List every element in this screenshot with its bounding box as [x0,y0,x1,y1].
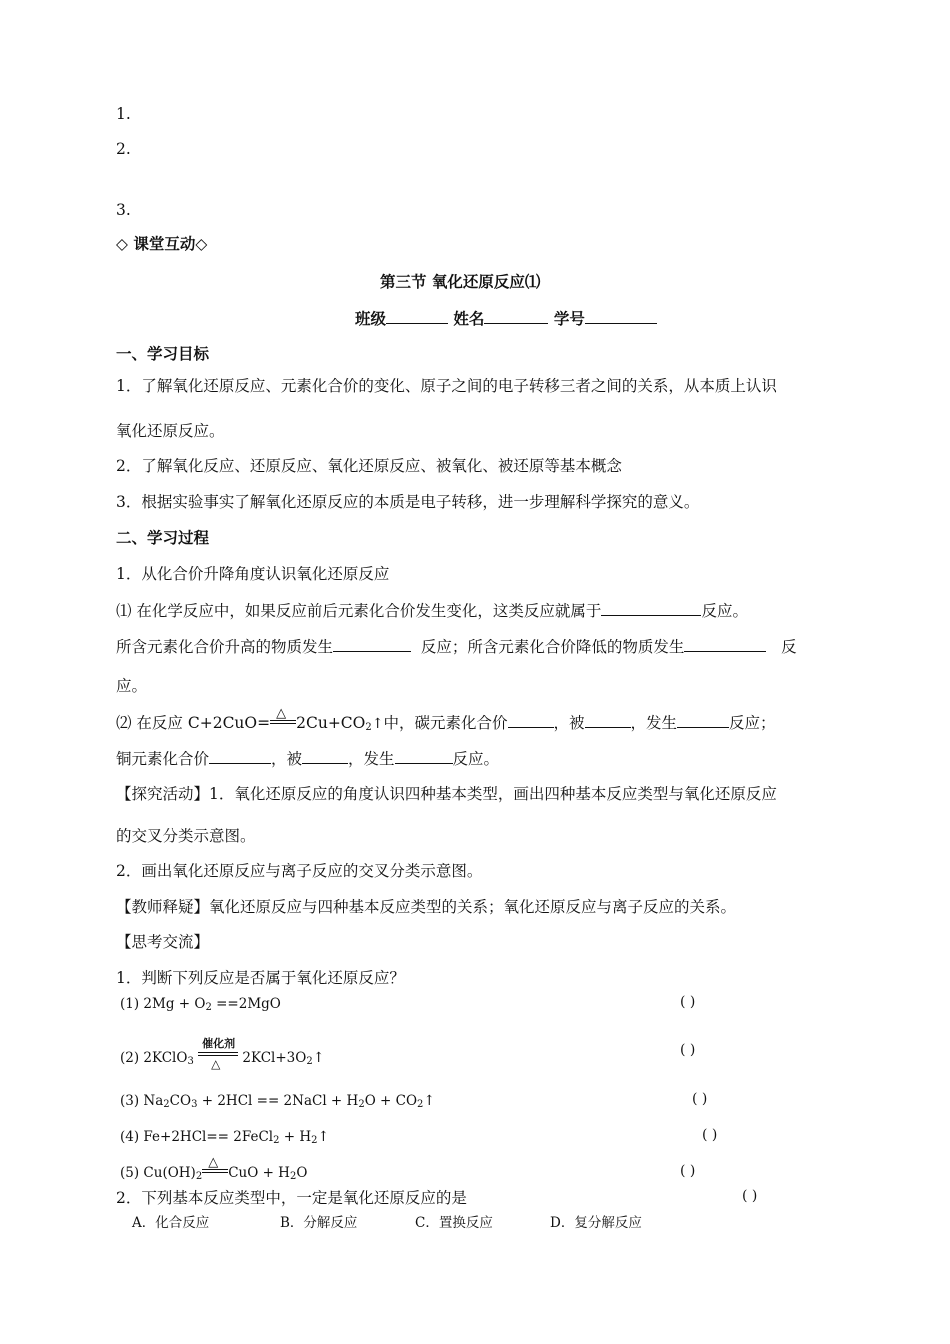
name-blank[interactable] [484,308,548,324]
carbon-reaction-blank[interactable] [677,712,729,728]
goal-3: 3．根据实验事实了解氧化还原反应的本质是电子转移，进一步理解科学探究的意义。 [116,493,700,511]
question-1: ⑴ 在化学反应中，如果反应前后元素化合价发生变化，这类反应就属于 反应。 [116,602,748,620]
reaction-1: (1) $2Mg + O_2 ==2MgO$ [120,996,281,1013]
process-item-1: 1．从化合价升降角度认识氧化还原反应 [116,565,390,583]
reaction-2: (2) 2KClO$_3$ 催化剂 △ $2KCl+3O_2↑$ [120,1037,325,1071]
classroom-interaction-header: ◇ 课堂互动◇ [116,235,208,253]
list-number-2: 2. [116,140,131,158]
catalyst-heat-condition-icon: 催化剂 △ [198,1040,238,1068]
process-heading: 二、学习过程 [116,529,210,547]
goal-1-line-2: 氧化还原反应。 [116,422,225,440]
carbon-oxidized-blank[interactable] [585,712,631,728]
copper-reduced-blank[interactable] [302,748,348,764]
explore-activity-2: 2．画出氧化还原反应与离子反应的交叉分类示意图。 [116,862,483,880]
student-info-row [355,308,657,329]
question-3: ⑵ 在反应 C+2CuO= △ $2Cu+CO_2↑$中，碳元素化合价 ，被 ，发生 反应； [116,706,776,733]
think-exchange: 【思考交流】 [116,933,210,951]
answer-paren-4[interactable]: ( ) [702,1127,718,1143]
question-4: 铜元素化合价 ，被 ，发生 反应。 [116,750,500,768]
list-number-1: 1. [116,105,131,123]
oxidation-blank[interactable] [333,636,411,652]
answer-paren-1[interactable]: ( ) [680,994,696,1010]
answer-paren-6[interactable]: ( ) [742,1188,758,1204]
question-2-line-1: 所含元素化合价升高的物质发生 反应；所含元素化合价降低的物质发生 反 [116,638,797,656]
teacher-explanation: 【教师释疑】氧化还原反应与四种基本反应类型的关系；氧化还原反应与离子反应的关系。 [116,898,737,916]
explore-activity-line-2: 的交叉分类示意图。 [116,827,256,845]
reaction-3: (3) $Na_2CO_3 + 2HCl$ == 2NaCl + $H_2O$ + $CO_2↑$ [120,1093,436,1110]
answer-paren-5[interactable]: ( ) [680,1163,696,1179]
reaction-type-blank[interactable] [601,600,701,616]
section-title: 第三节 氧化还原反应⑴ [380,273,541,291]
copper-valence-blank[interactable] [209,748,271,764]
reaction-5: (5) $Cu(OH)_2$ △ CuO + $H_2O$ [120,1155,308,1182]
copper-reaction-blank[interactable] [395,748,453,764]
question-2-line-2: 应。 [116,677,148,695]
number-blank[interactable] [585,308,657,324]
reaction-type-question: 2．下列基本反应类型中，一定是氧化还原反应的是 [116,1189,467,1207]
goal-1-line-1: 1．了解氧化还原反应、元素化合价的变化、原子之间的电子转移三者之间的关系，从本质上认识 [116,377,777,395]
judge-question: 1．判断下列反应是否属于氧化还原反应？ [116,969,405,987]
class-blank[interactable] [386,308,448,324]
reduction-blank[interactable] [684,636,766,652]
number-label: 学号 [553,310,585,328]
class-label: 班级 [355,310,387,328]
answer-paren-2[interactable]: ( ) [680,1042,696,1058]
heat-condition-icon: △ [270,714,296,730]
carbon-valence-blank[interactable] [508,712,554,728]
option-c[interactable]: C．置换反应 [415,1215,493,1231]
option-b[interactable]: B．分解反应 [280,1215,358,1231]
explore-activity-line-1: 【探究活动】1．氧化还原反应的角度认识四种基本类型，画出四种基本反应类型与氧化还原反应 [116,785,777,803]
option-a[interactable]: A．化合反应 [132,1215,210,1231]
goals-heading: 一、学习目标 [116,345,210,363]
name-label: 姓名 [453,310,485,328]
heat-condition-icon: △ [202,1163,228,1179]
option-d[interactable]: D．复分解反应 [550,1215,642,1231]
answer-paren-3[interactable]: ( ) [692,1091,708,1107]
reaction-4: (4) Fe+2HCl== 2FeCl$_2$ + $H_2↑$ [120,1129,330,1146]
goal-2: 2．了解氧化反应、还原反应、氧化还原反应、被氧化、被还原等基本概念 [116,457,622,475]
list-number-3: 3. [116,201,131,219]
